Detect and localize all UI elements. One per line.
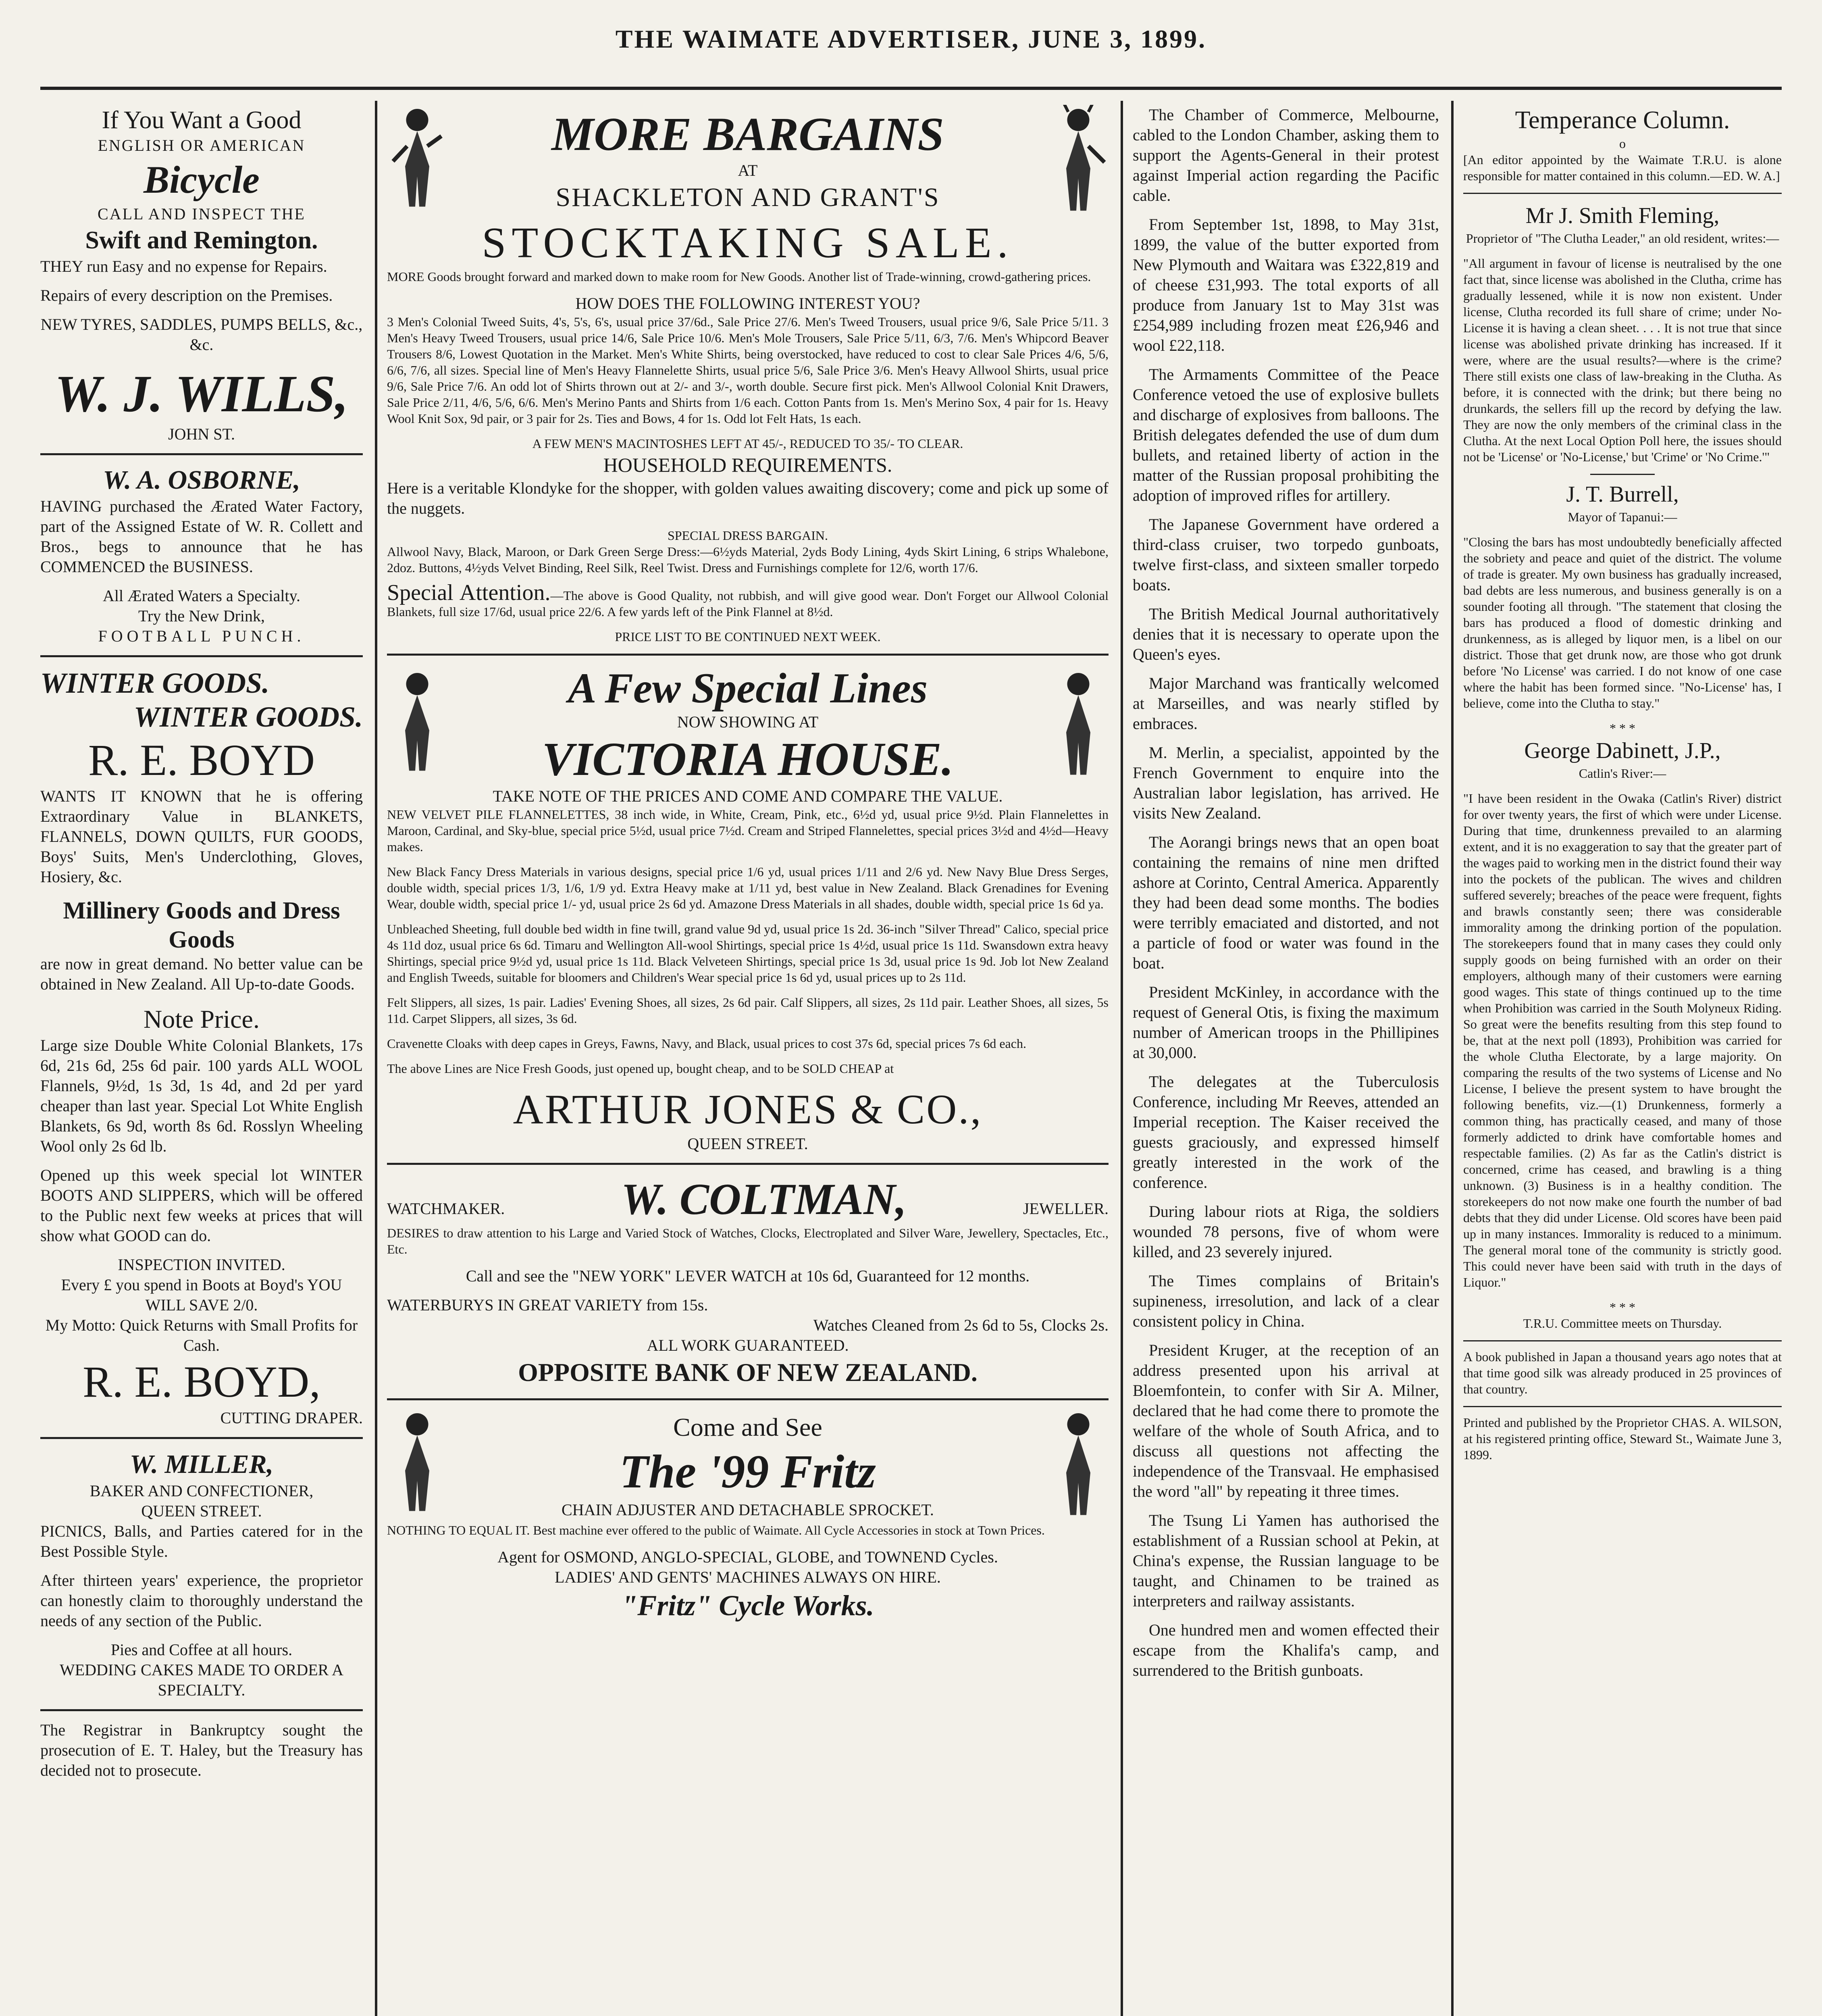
ad-line: TAKE NOTE OF THE PRICES AND COME AND COMPARE THE VALUE. [493, 787, 1003, 805]
satyr-figure-icon [387, 1409, 447, 1522]
ad-line: INSPECTION INVITED. [118, 1256, 285, 1274]
column-divider-2 [1121, 101, 1123, 2016]
column-2 [387, 105, 1109, 2016]
ad-line: Try the New Drink, [138, 607, 265, 625]
ad-subline: Come and See [673, 1413, 822, 1441]
ad-body: NEW VELVET PILE FLANNELETTES, 38 inch wide, in White, Cream, Pink, etc., 6½d yd, usual price 9½d. Plain Flannelettes in Maroon, Cardinal, and Sky-blue, special price 5½d, usual price 7½d. Cream and Striped Flannelettes, special prices 3½d and 4½d—Heavy makes. [387, 807, 1109, 854]
news-paragraph: During labour riots at Riga, the soldiers wounded 78 persons, five of whom were killed, and 23 severely injured. [1133, 1202, 1439, 1261]
ad-body: DESIRES to draw attention to his Large and Varied Stock of Watches, Clocks, Electroplated and Silver Ware, Jewellery, Spectacles, Etc., Etc. [387, 1226, 1109, 1256]
ad-line: Agent for OSMOND, ANGLO-SPECIAL, GLOBE, and TOWNEND Cycles. [497, 1548, 998, 1566]
advertiser-name: R. E. BOYD [88, 735, 315, 785]
news-paragraph: The Chamber of Commerce, Melbourne, cabled to the London Chamber, asking them to support the Agents-General in their protest against Imperial action regarding the Pacific cable. [1133, 106, 1439, 204]
masthead: THE WAIMATE ADVERTISER, JUNE 3, 1899. [615, 25, 1207, 53]
news-paragraph: The Japanese Government have ordered a third-class cruiser, two torpedo gunboats, twelve first-class, and sixteen smaller torpedo boats. [1133, 515, 1439, 594]
ad-location: OPPOSITE BANK OF NEW ZEALAND. [518, 1358, 978, 1387]
ad-body: New Black Fancy Dress Materials in various designs, special price 1/6 yd, usual prices 1/11 and 2/6 yd. New Navy Blue Dress Serges, double width, special prices 1/3, 1/6, 1/9 yd. Extra Heavy make at 1/11 yd, best value in New Zealand. Black Grenadines for Evening Wear, double width, special price 1/- yd, usual price 2s 6d yd. Amazone Dress Materials in all shades, double width, special price 1s 6d ya. [387, 864, 1109, 911]
ad-subline: AT [738, 161, 758, 179]
advertiser-street: QUEEN STREET. [141, 1502, 262, 1520]
testimonial-role: Proprietor of "The Clutha Leader," an old resident, writes:— [1466, 231, 1779, 246]
ad-subline: CHAIN ADJUSTER AND DETACHABLE SPROCKET. [562, 1501, 934, 1519]
osborne-ad [40, 464, 363, 646]
testimonial-text: "Closing the bars has most undoubtedly beneficially affected the sobriety and peace and quiet of the district. The volume of trade is greater. My own business has gradually increased, bad debts are less numerous, and business generally is on a sounder footing all through. "The statement that closing the bars has produced a flood of domestic drinking and drunkenness, as is alleged by liquor men, is a libel on our district. Those that get drunk now, are those who got drunk before 'No License' was carried. I do not know of one case where the habit has been formed since. "No-License' has, I believe, come into the Clutha to stay." [1463, 535, 1782, 710]
ad-line: FOOTBALL PUNCH. [98, 627, 305, 645]
ad-line: PRICE LIST TO BE CONTINUED NEXT WEEK. [615, 629, 881, 644]
advertiser-name: W. A. OSBORNE, [103, 465, 300, 495]
news-paragraph: From September 1st, 1898, to May 31st, 1899, the value of the butter exported from New Plymouth and Waitara was £322,819 and of cheese £31,993. The total exports of all produce from January 1st to May 31st was £254,989 including frozen meat £26,946 and wool £22,118. [1133, 215, 1439, 354]
devil-figure-icon [1048, 669, 1109, 782]
ad-headline: A Few Special Lines [568, 664, 928, 712]
firm-name: "Fritz" Cycle Works. [621, 1589, 874, 1622]
news-paragraph: Major Marchand was frantically welcomed at Marseilles, and was nearly stifled by embraces. [1133, 674, 1439, 733]
testimonial-role: Catlin's River:— [1579, 766, 1666, 781]
coltman-ad [387, 1174, 1109, 1389]
brands: Swift and Remington. [85, 227, 318, 254]
ad-body: Here is a veritable Klondyke for the shopper, with golden values awaiting discovery; come and pick up some of the nuggets. [387, 479, 1109, 517]
bankruptcy-item: The Registrar in Bankruptcy sought the prosecution of E. T. Haley, but the Treasury has decided not to prosecute. [40, 1721, 363, 1779]
advertiser-name: W. COLTMAN, [621, 1175, 907, 1224]
attention-heading: Special Attention. [387, 580, 551, 605]
column-divider-3 [1451, 101, 1454, 2016]
ad-body: Call and see the "NEW YORK" LEVER WATCH at 10s 6d, Guaranteed for 12 months. [466, 1267, 1030, 1285]
boyd-ad [40, 666, 363, 1428]
ad-body: —The above is Good Quality, not rubbish, and will give good wear. Don't Forget our Allwool Colonial Blankets, full size 17/6d, usual price 22/6. A few yards left of the Pink Flannel at 8½d. [387, 588, 1109, 619]
advertiser-name: W. MILLER, [129, 1450, 274, 1479]
editor-note: [An editor appointed by the Waimate T.R.U. is alone responsible for matter contained in this column.—ED. W. A.] [1463, 152, 1782, 183]
ad-line: ALL WORK GUARANTEED. [647, 1336, 849, 1354]
testimonial-name: J. T. Burrell, [1566, 482, 1679, 507]
printer-imprint: Printed and published by the Proprietor CHAS. A. WILSON, at his registered printing office, Steward St., Waimate June 3, 1899. [1463, 1415, 1782, 1462]
news-paragraph: President Kruger, at the reception of an address presented upon his arrival at Bloemfontein, to confer with Sir A. Milner, declared that he had come there to promote the welfare of the whole of South Africa, and to discuss all questions not affecting the independence of the Transvaal. He emphasised the word "all" by repeating it three times. [1133, 1341, 1439, 1500]
ad-body: Opened up this week special lot WINTER BOOTS AND SLIPPERS, which will be offered to the Public next few weeks at prices that will show what GOOD can do. [40, 1166, 363, 1245]
news-items [1133, 105, 1439, 1681]
miller-ad [40, 1448, 363, 1700]
news-paragraph: The delegates at the Tuberculosis Conference, including Mr Reeves, attended an Imperial reception. The Kaiser received the guests graciously, and expressed himself greatly interested in the work of the conference. [1133, 1073, 1439, 1191]
devil-figure-icon [1048, 1409, 1109, 1522]
advertiser-street: QUEEN STREET. [687, 1135, 808, 1153]
ad-line: All Ærated Waters a Specialty. [103, 587, 300, 605]
price-list: 3 Men's Colonial Tweed Suits, 4's, 5's, 6's, usual price 37/6d., Sale Price 27/6. Men's Tweed Trousers, usual price 9/6, Sale Price 5/11. 3 Men's Heavy Tweed Trousers, usual price 14/6, Sale Price 10/6. Men's Mole Trousers, Sale Price 5/11, 6/3, 7/6. Men's Whipcord Beaver Trousers 8/6, Lowest Quotation in the Market. Men's White Shirts, being overstocked, have reduced to cost to clear Sale Prices 4/6, 5/6, 6/6, 7/6, all sizes. Special line of Men's Heavy Flannelette Shirts, usual price 5/6, Sale Price 3/6. Men's Heavy Allwool Shirts, usual price 9/6, Sale Price 7/6. An odd lot of Shirts thrown out at 2/- and 3/-, worth double. Secure first pick. Men's Allwool Colonial Knit Drawers, Sale Price 2/11, 4/6, 5/6, 6/6. Men's Merino Pants and Shirts from 1/6 each. Cotton Pants from 1s. Men's Merino Sox, 4 pair for 1s. Heavy Wool Knit Sox, 9d pair, or 3 pair for 2s. Ties and Bows, 4 for 1s. Odd lot Felt Hats, 1s each. [387, 314, 1109, 426]
ad-body: The above Lines are Nice Fresh Goods, just opened up, bought cheap, and to be SOLD CHEAP at [387, 1061, 894, 1076]
ad-headline: The '99 Fritz [620, 1445, 876, 1498]
winter-headline: WINTER GOODS. [40, 667, 270, 699]
ad-body: NOTHING TO EQUAL IT. Best machine ever offered to the public of Waimate. All Cycle Accessories in stock at Town Prices. [387, 1523, 1045, 1537]
millinery-headline: Millinery Goods and Dress Goods [63, 897, 340, 953]
devil-figure-icon [1048, 105, 1109, 218]
ad-body: Felt Slippers, all sizes, 1s pair. Ladies' Evening Shoes, all sizes, 2s 6d pair. Calf Slippers, all sizes, 2s 11d pair. Leather Shoes, all sizes, 5s 11d. Carpet Slippers, all sizes, 3s 6d. [387, 995, 1109, 1026]
winter-headline: WINTER GOODS. [133, 701, 363, 733]
testimonial-role: Mayor of Tapanui:— [1568, 510, 1677, 524]
ad-line: Pies and Coffee at all hours. [110, 1641, 293, 1659]
ad-line: LADIES' AND GENTS' MACHINES ALWAYS ON HIRE. [555, 1568, 941, 1586]
column-3 [1133, 105, 1439, 2016]
stars-divider: * * * [1610, 1300, 1635, 1314]
ad-line: My Motto: Quick Returns with Small Profits for Cash. [45, 1316, 358, 1354]
ad-body: HAVING purchased the Ærated Water Factory, part of the Assigned Estate of W. R. Collett and Bros., begs to announce that he has COMMENCED the BUSINESS. [40, 497, 363, 576]
testimonial-name: Mr J. Smith Fleming, [1525, 203, 1720, 228]
ad-line: A FEW MEN'S MACINTOSHES LEFT AT 45/-, REDUCED TO 35/- TO CLEAR. [532, 436, 963, 451]
satyr-figure-icon [387, 669, 447, 782]
stars-divider: * * * [1610, 721, 1635, 735]
testimonial-name: George Dabinett, J.P., [1524, 738, 1721, 763]
ad-subline: CALL AND INSPECT THE [98, 205, 306, 223]
news-paragraph: The Armaments Committee of the Peace Conference vetoed the use of explosive bullets and discharge of explosives from balloons. The British delegates defended the use of dum dum bullets, and retained liberty of action in the matter of the Russian proposal prohibiting the adoption of improved rifles for artillery. [1133, 365, 1439, 504]
title-ornament: o [1619, 136, 1626, 151]
ad-body: After thirteen years' experience, the proprietor can honestly claim to thoroughly understand the needs of any section of the Public. [40, 1571, 363, 1630]
column-title: Temperance Column. [1515, 106, 1730, 134]
satyr-figure-icon [387, 105, 447, 218]
ad-subline: ENGLISH OR AMERICAN [98, 136, 306, 154]
news-paragraph: The British Medical Journal authoritatively denies that it is necessary to operate upon the Queen's eyes. [1133, 605, 1439, 663]
shackleton-grant-ad [387, 105, 1109, 645]
section-heading: HOUSEHOLD REQUIREMENTS. [603, 454, 892, 476]
ad-line: WEDDING CAKES MADE TO ORDER A SPECIALTY. [59, 1661, 344, 1699]
advertiser-trade: CUTTING DRAPER. [220, 1409, 363, 1427]
ad-body: Allwool Navy, Black, Maroon, or Dark Green Serge Dress:—6½yds Material, 2yds Body Lining, 4yds Skirt Lining, 6 strips Whalebone, 2doz. Buttons, 4½yds Velvet Binding, Reel Silk, Reel Twist. Dress and Furnishings complete for 12/6, worth 17/6. [387, 544, 1109, 575]
fritz-ad [387, 1409, 1109, 1624]
advertiser-street: JOHN ST. [168, 425, 235, 443]
news-paragraph: The Times complains of Britain's supineness, irresolution, and lack of a clear consistent policy in China. [1133, 1272, 1439, 1330]
ad-headline: If You Want a Good [102, 106, 302, 134]
ad-body: PICNICS, Balls, and Parties catered for in the Best Possible Style. [40, 1522, 363, 1560]
ad-body: Unbleached Sheeting, full double bed width in fine twill, grand value 9d yd, usual price 1s 2d. 36-inch "Silver Thread" Calico, special price 4s 11d doz, usual price 6s 6d. Timaru and Wellington All-wool Shirtings, special price 1s 4½d, usual price 1s 11d. Swansdown extra heavy Shirtings, special price 9½d yd, usual price 1s 11d. Black Velveteen Shirtings, special price 1s 3d, usual price 1s 9d. Job lot New Zealand and English Tweeds, suitable for bloomers and Children's Wear special price 1s 6d yd, usual prices up to 2s 11d. [387, 922, 1109, 985]
testimonial-text: "All argument in favour of license is neutralised by the one fact that, since license was abolished in the Clutha, crime has gradually lessened, while it is now non existent. Under license, Clutha recorded its full share of crime; under No-License it is having a clean sheet. . . . It is not true that since license was abolished private drinking has increased. If it were, where are the usual results?—where is the crime? There still exists one class of law-breaking in the Clutha. As before, it is connected with the drink; but there being no drunkards, the sellers fill up the record by defying the law. They are now the only members of the criminal class in the Clutha. At the next Local Option Poll here, the issues should not be 'License' or 'No-License,' but 'Crime' or 'No Crime.'" [1463, 256, 1782, 464]
masthead-rule [40, 87, 1782, 90]
ad-line: WATERBURYS IN GREAT VARIETY from 15s. [387, 1296, 708, 1314]
column-4 [1463, 105, 1782, 2016]
firm-name: SHACKLETON AND GRANT'S [555, 183, 940, 212]
ad-line: Watches Cleaned from 2s 6d to 5s, Clocks 2s. [813, 1316, 1109, 1334]
wills-ad [40, 105, 363, 444]
trade-label: JEWELLER. [1023, 1200, 1109, 1218]
firm-name: ARTHUR JONES & CO., [513, 1086, 983, 1133]
testimonial-text: "I have been resident in the Owaka (Catlin's River) district for over twenty years, the first of which were under License. During that time, drunkenness prevailed to an alarming extent, and it is no exaggeration to say that the greater part of the wages paid to working men in the district found their way into the pockets of the publican. The wives and children suffered severely; breaches of the peace were frequent, fights and brawls constantly seen; there was considerable immorality among the drinking portion of the population. The storekeepers found that in many cases they could only supply goods on being furnished with an order on their employers, although many of their customers were earning good wages. This state of things continued up to the time when Prohibition was carried in the South Molyneux Riding. So great were the benefits resulting from this step found to be, that at the next poll (1893), Prohibition was carried for the whole Clutha Electorate, by a large majority. On comparing the results of the two systems of License and No License, I believe the present system to have brought the following benefits, viz.—(1) Drunkenness, formerly a common thing, has practically ceased, and many of those formerly addicted to drink have comfortable homes and respectable families. (2) As far as the Catlin's district is concerned, crime has ceased, and brawling is a thing unknown. (3) Business is in a healthy condition. The storekeepers do not now make one fourth the number of bad debts that they did under License. Old scores have been paid up in many instances. Immorality is reduced to a minimum. The general moral tone of the community is strictly good. This could never have been said with truth in the days of Liquor." [1463, 791, 1782, 1289]
bicycle-headline: Bicycle [144, 158, 260, 201]
news-paragraph: M. Merlin, a specialist, appointed by the French Government to enquire into the Australian labor legislation, has arrived. He visits New Zealand. [1133, 744, 1439, 822]
committee-notice: T.R.U. Committee meets on Thursday. [1523, 1316, 1722, 1331]
silk-item: A book published in Japan a thousand years ago notes that at that time good silk was already produced in 25 provinces of that country. [1463, 1350, 1782, 1396]
trade-label: WATCHMAKER. [387, 1200, 505, 1218]
news-paragraph: President McKinley, in accordance with the request of General Otis, is fixing the maximum number of American troops in the Phillipines at 30,000. [1133, 983, 1439, 1062]
news-paragraph: One hundred men and women effected their escape from the Khalifa's camp, and surrendered to the British gunboats. [1133, 1621, 1439, 1679]
ad-body: Repairs of every description on the Premises. [40, 286, 333, 304]
column-1 [40, 105, 363, 2016]
note-price-headline: Note Price. [144, 1005, 260, 1033]
ad-question: HOW DOES THE FOLLOWING INTEREST YOU? [575, 294, 920, 312]
victoria-house-ad [387, 664, 1109, 1154]
ad-line: Every £ you spend in Boots at Boyd's YOU WILL SAVE 2/0. [61, 1276, 342, 1314]
section-heading: SPECIAL DRESS BARGAIN. [668, 528, 828, 543]
ad-intro: MORE Goods brought forward and marked down to make room for New Goods. Another list of Trade-winning, crowd-gathering prices. [387, 269, 1091, 284]
ad-body: WANTS IT KNOWN that he is offering Extraordinary Value in BLANKETS, FLANNELS, DOWN QUILTS, FUR GOODS, Boys' Suits, Men's Underclothing, Gloves, Hosiery, &c. [40, 787, 363, 886]
ad-subline: NOW SHOWING AT [677, 713, 819, 731]
news-paragraph: The Tsung Li Yamen has authorised the establishment of a Russian school at Pekin, at China's expense, the Russian language to be taught, and Chinamen to be trained as interpreters and railway assistants. [1133, 1511, 1439, 1610]
ad-body: are now in great demand. No better value can be obtained in New Zealand. All Up-to-date Goods. [40, 955, 363, 993]
ad-body: Large size Double White Colonial Blankets, 17s 6d, 21s 6d, 25s 6d pair. 100 yards ALL WOOL Flannels, 9½d, 1s 3d, 1s 4d, and 2d per yard cheaper than last year. Special Lot White English Blankets, 6s 9d, worth 8s 6d. Rosslyn Wheeling Wool only 2s 6d lb. [40, 1036, 363, 1155]
sale-headline: STOCKTAKING SALE. [482, 219, 1014, 267]
advertiser-name: R. E. BOYD, [83, 1357, 320, 1406]
column-divider-1 [375, 101, 377, 2016]
ad-body: THEY run Easy and no expense for Repairs. [40, 257, 327, 275]
advertiser-trade: BAKER AND CONFECTIONER, [89, 1482, 314, 1500]
advertiser-name: W. J. WILLS, [54, 365, 349, 423]
ad-headline: MORE BARGAINS [551, 108, 944, 160]
ad-body: Cravenette Cloaks with deep capes in Greys, Fawns, Navy, and Black, usual prices to cost 37s 6d, special prices 7s 6d each. [387, 1036, 1026, 1051]
store-name: VICTORIA HOUSE. [542, 733, 954, 785]
news-paragraph: The Aorangi brings news that an open boat containing the remains of nine men drifted ashore at Corinto, Central America. Apparently they had been dead some months. The bodies were terribly emaciated and distorted, and not a particle of food or water was found in the boat. [1133, 833, 1439, 972]
ad-body: NEW TYRES, SADDLES, PUMPS BELLS, &c., &c. [40, 315, 363, 354]
